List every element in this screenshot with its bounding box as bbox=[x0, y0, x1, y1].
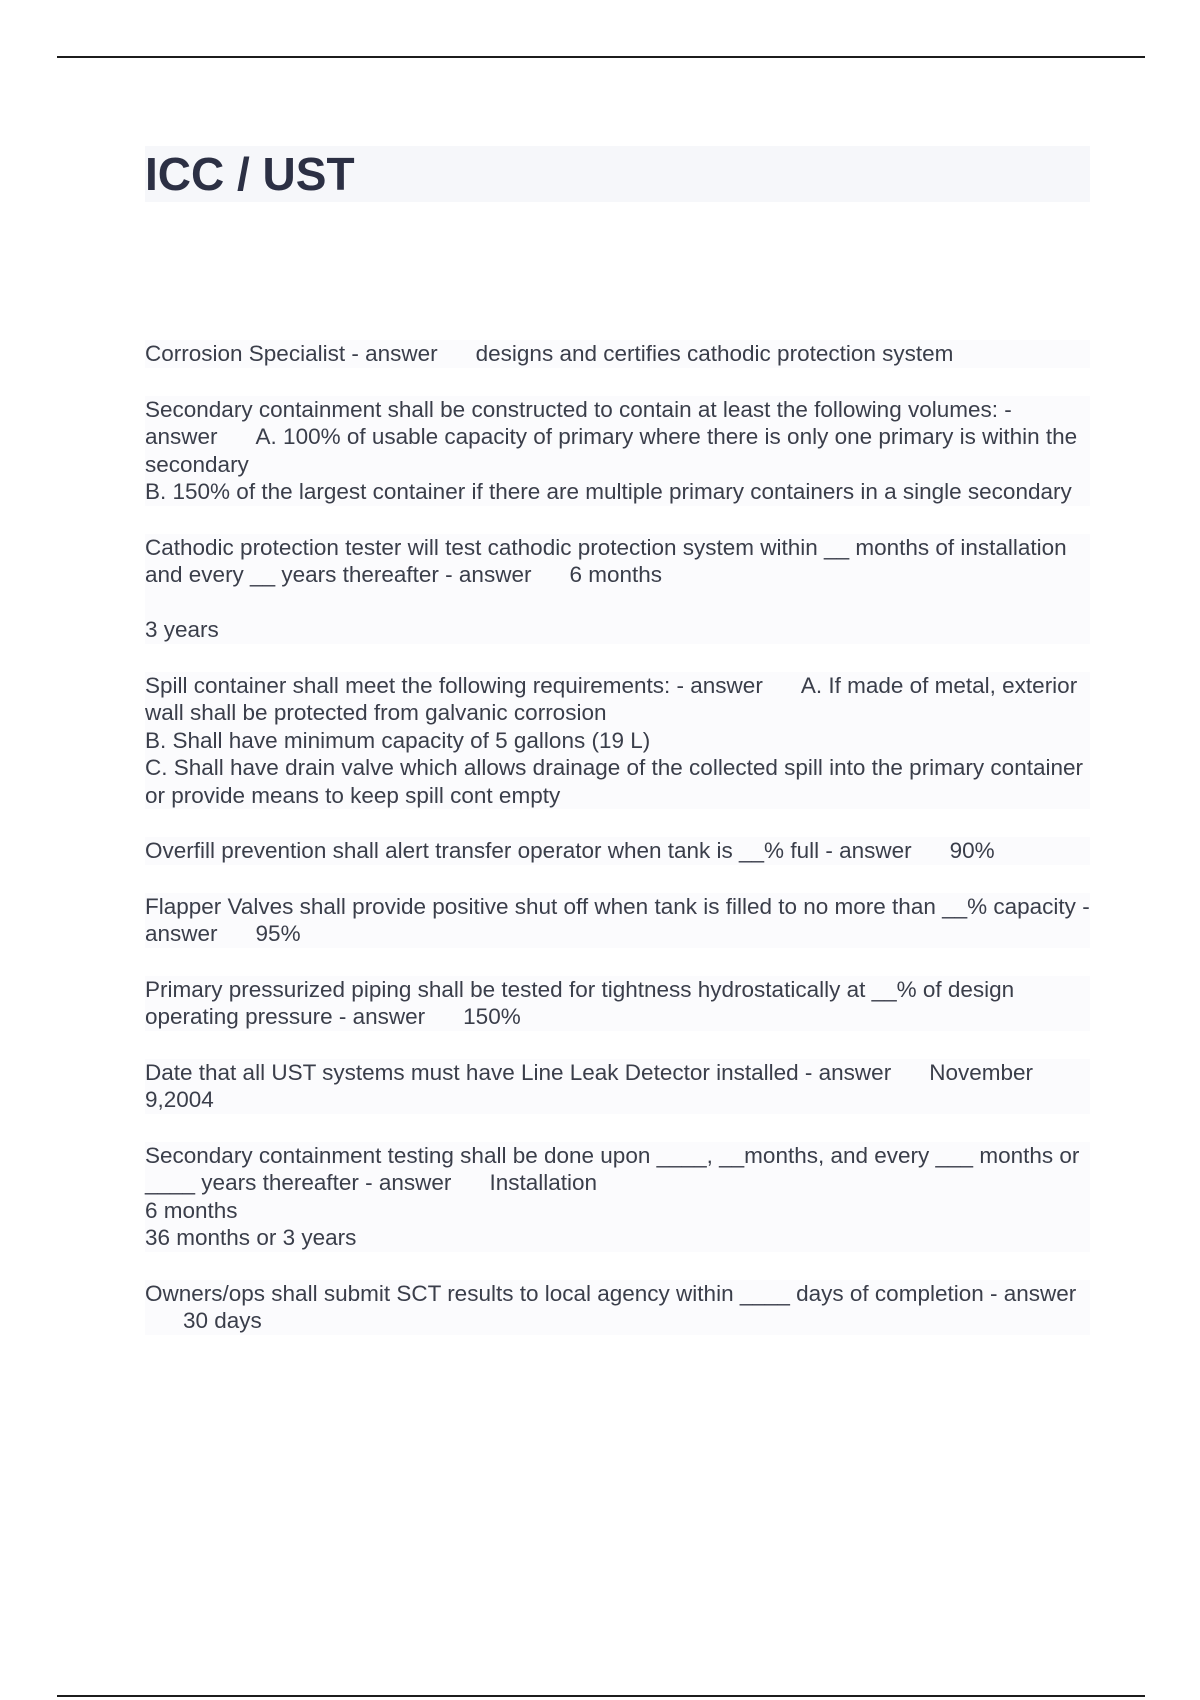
answer-label: answer bbox=[1003, 1280, 1077, 1306]
answer-label: answer bbox=[365, 341, 438, 366]
answer-text: 95% bbox=[255, 921, 301, 946]
answer-text: A. If made of metal, exterior wall shall be protected from galvanic corrosion B. Shall have minimum capacity of 5 gallons (19 L) C. Shall have drain valve which allows drainage of the collected spill into the primary container or provide means to keep spill cont empty bbox=[145, 672, 1083, 808]
qa-item bbox=[145, 893, 1096, 948]
answer-label: answer bbox=[352, 1004, 426, 1029]
question-text: Date that all UST systems must have Line Leak Detector installed bbox=[145, 1059, 799, 1085]
top-rule bbox=[57, 56, 1145, 58]
page-title: ICC / UST bbox=[145, 148, 355, 200]
qa-item bbox=[145, 1059, 1090, 1114]
separator: - bbox=[332, 1004, 353, 1029]
qa-item bbox=[145, 1280, 1090, 1335]
separator: - bbox=[358, 1170, 379, 1195]
separator: - bbox=[1075, 893, 1096, 919]
answer-label: answer bbox=[458, 562, 532, 587]
question-text: Corrosion Specialist bbox=[145, 341, 346, 366]
qa-item bbox=[145, 837, 1090, 865]
document-page bbox=[145, 146, 1096, 1363]
qa-list bbox=[145, 340, 1096, 1335]
question-text: Cathodic protection tester will test cathodic protection system within __ months of installation and every __ years thereafter bbox=[145, 534, 1073, 587]
answer-label: answer bbox=[818, 1059, 892, 1085]
answer-label: answer bbox=[839, 838, 912, 863]
qa-item bbox=[145, 340, 1090, 368]
separator: - bbox=[798, 1059, 819, 1085]
qa-item bbox=[145, 1142, 1090, 1252]
answer-text: 150% bbox=[463, 1004, 521, 1029]
bottom-rule bbox=[57, 1695, 1145, 1697]
answer-text: 6 months 3 years bbox=[145, 562, 663, 642]
answer-text: designs and certifies cathodic protection system bbox=[475, 341, 954, 366]
question-text: Secondary containment shall be constructed to contain at least the following volumes: bbox=[145, 396, 998, 422]
separator: - bbox=[998, 396, 1018, 422]
qa-item bbox=[145, 396, 1090, 506]
question-text: Spill container shall meet the following requirements: bbox=[145, 672, 671, 698]
title-bar bbox=[145, 146, 1090, 202]
qa-item bbox=[145, 672, 1090, 810]
question-text: Overfill prevention shall alert transfer operator when tank is __% full bbox=[145, 838, 820, 863]
answer-text: A. 100% of usable capacity of primary where there is only one primary is within the secondary B. 150% of the largest container if there are multiple primary containers in a single secondary bbox=[145, 424, 1078, 504]
answer-text: 90% bbox=[949, 838, 995, 863]
separator: - bbox=[345, 341, 366, 366]
question-text: Owners/ops shall submit SCT results to local agency within ____ days of completion bbox=[145, 1280, 984, 1306]
answer-text: November 9,2004 bbox=[145, 1059, 1040, 1112]
question-text: Secondary containment testing shall be done upon ____, __months, and every ___ months or ____ years thereafter bbox=[145, 1142, 1086, 1195]
separator: - bbox=[670, 672, 691, 698]
question-text: Primary pressurized piping shall be tested for tightness hydrostatically at __% of design operating pressure bbox=[145, 976, 1021, 1029]
separator: - bbox=[983, 1280, 1004, 1306]
qa-item bbox=[145, 976, 1090, 1031]
answer-label: answer bbox=[690, 672, 763, 698]
question-text: Flapper Valves shall provide positive shut off when tank is filled to no more than __% capacity bbox=[145, 893, 1076, 919]
separator: - bbox=[819, 838, 840, 863]
separator: - bbox=[438, 562, 459, 587]
answer-label: answer bbox=[145, 921, 218, 946]
answer-text: Installation 6 months 36 months or 3 years bbox=[145, 1170, 598, 1250]
answer-label: answer bbox=[145, 424, 218, 449]
answer-label: answer bbox=[378, 1170, 452, 1195]
answer-text: 30 days bbox=[183, 1308, 262, 1333]
qa-item bbox=[145, 534, 1090, 644]
